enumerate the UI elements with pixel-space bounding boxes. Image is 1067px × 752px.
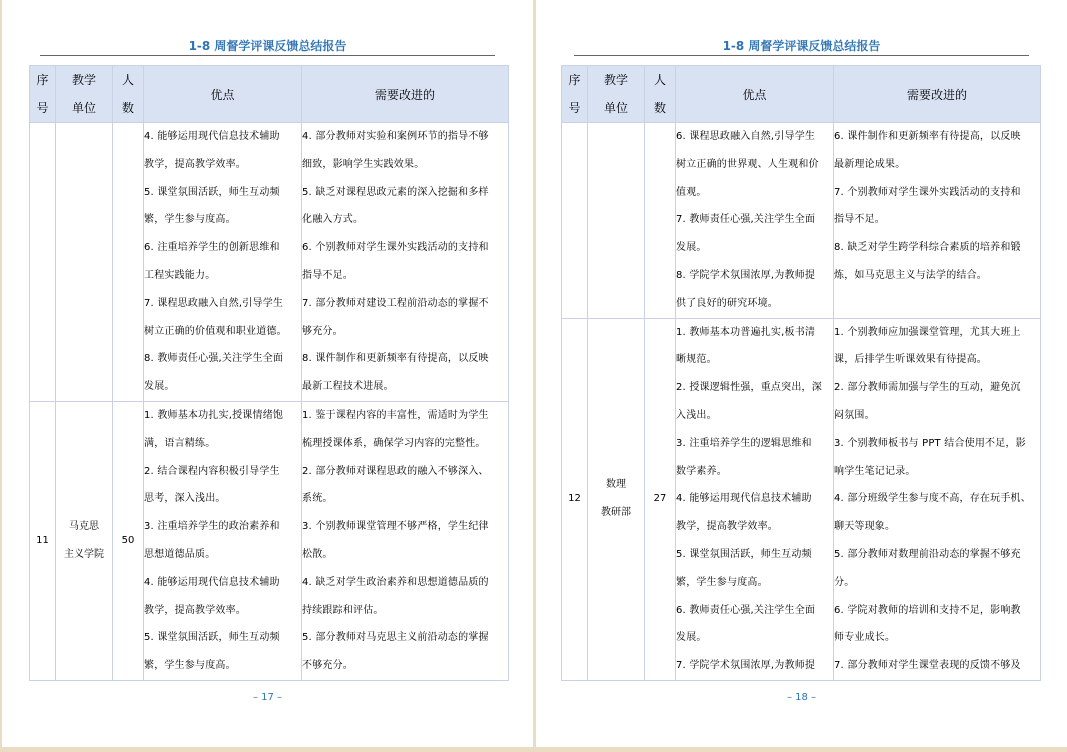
strength-line: 4. 能够运用现代信息技术辅助 bbox=[144, 576, 280, 588]
strength-line: 发展。 bbox=[676, 632, 707, 644]
improvement-line: 3. 个别教师板书与 PPT 结合使用不足，影 bbox=[834, 437, 1026, 449]
strength-line: 5. 课堂氛围活跃，师生互动频 bbox=[676, 548, 812, 560]
improvement-line: 够充分。 bbox=[302, 325, 343, 337]
strength-line: 3. 注重培养学生的逻辑思维和 bbox=[676, 437, 812, 449]
strengths-cell bbox=[144, 401, 302, 680]
improvement-line: 1. 鉴于课程内容的丰富性，需适时为学生 bbox=[302, 409, 489, 421]
improvement-line: 师专业成长。 bbox=[834, 632, 896, 644]
col-header-count: 人 数 bbox=[645, 66, 676, 123]
table-row bbox=[30, 123, 509, 402]
col-header-count: 人 数 bbox=[113, 66, 144, 123]
strength-line: 3. 注重培养学生的政治素养和 bbox=[144, 521, 280, 533]
strength-line: 2. 结合课程内容积极引导学生 bbox=[144, 465, 280, 477]
improvement-line: 最新工程技术进展。 bbox=[302, 381, 394, 393]
seq-cell bbox=[30, 123, 56, 402]
improvement-line: 6. 课件制作和更新频率有待提高，以反映 bbox=[834, 131, 1021, 142]
col-header-strengths: 优点 bbox=[676, 66, 834, 123]
unit-cell: 马克思 主义学院 bbox=[56, 401, 113, 680]
seq-cell: 12 bbox=[562, 318, 588, 680]
improvement-line: 分。 bbox=[834, 576, 855, 588]
unit-cell bbox=[56, 123, 113, 402]
table-row bbox=[30, 401, 509, 680]
page-number: – 18 – bbox=[786, 692, 817, 703]
strength-line: 发展。 bbox=[676, 242, 707, 254]
strength-line: 值观。 bbox=[676, 186, 707, 198]
strength-line: 1. 教师基本功扎实,授课情绪饱 bbox=[144, 409, 284, 421]
strength-line: 晰规范。 bbox=[676, 354, 717, 366]
improvements-cell bbox=[302, 123, 509, 402]
strength-line: 满，语言精练。 bbox=[144, 437, 216, 449]
report-title: 1-8 周督学评课反馈总结报告 bbox=[722, 39, 881, 53]
improvement-line: 指导不足。 bbox=[834, 214, 885, 226]
strength-line: 6. 教师责任心强,关注学生全面 bbox=[676, 604, 816, 616]
improvement-line: 4. 部分班级学生参与度不高，存在玩手机、 bbox=[834, 493, 1031, 505]
strengths-cell bbox=[676, 123, 834, 319]
improvement-line: 2. 部分教师对课程思政的融入不够深入、 bbox=[302, 465, 489, 477]
page-18 bbox=[536, 0, 1067, 747]
strength-line: 工程实践能力。 bbox=[144, 269, 216, 281]
improvement-line: 化融入方式。 bbox=[302, 214, 364, 226]
strength-line: 7. 学院学术氛围浓厚,为教师提 bbox=[676, 660, 816, 672]
strength-line: 繁，学生参与度高。 bbox=[676, 576, 768, 588]
seq-cell bbox=[562, 123, 588, 319]
count-cell bbox=[645, 123, 676, 319]
improvement-line: 最新理论成果。 bbox=[834, 158, 906, 170]
improvement-line: 5. 部分教师对马克思主义前沿动态的掌握 bbox=[302, 632, 489, 644]
improvement-line: 5. 缺乏对课程思政元素的深入挖掘和多样 bbox=[302, 186, 489, 198]
strengths-cell bbox=[676, 318, 834, 680]
improvement-line: 5. 部分教师对数理前沿动态的掌握不够充 bbox=[834, 548, 1021, 560]
strength-line: 教学，提高教学效率。 bbox=[144, 158, 246, 170]
seq-cell: 11 bbox=[30, 401, 56, 680]
strength-line: 5. 课堂氛围活跃，师生互动频 bbox=[144, 186, 280, 198]
improvement-line: 6. 学院对教师的培训和支持不足，影响教 bbox=[834, 604, 1021, 616]
count-cell: 50 bbox=[113, 401, 144, 680]
strength-line: 教学，提高教学效率。 bbox=[676, 521, 778, 533]
improvement-line: 4. 缺乏对学生政治素养和思想道德品质的 bbox=[302, 576, 489, 588]
count-cell: 27 bbox=[645, 318, 676, 680]
strength-line: 入浅出。 bbox=[676, 409, 717, 421]
improvement-line: 8. 课件制作和更新频率有待提高，以反映 bbox=[302, 353, 489, 365]
improvement-line: 指导不足。 bbox=[302, 269, 353, 281]
table-header-row bbox=[562, 66, 1041, 123]
improvement-line: 4. 部分教师对实验和案例环节的指导不够 bbox=[302, 131, 489, 142]
unit-cell: 数理 教研部 bbox=[588, 318, 645, 680]
strength-line: 繁，学生参与度高。 bbox=[144, 214, 236, 226]
report-title: 1-8 周督学评课反馈总结报告 bbox=[188, 39, 347, 53]
strength-line: 4. 能够运用现代信息技术辅助 bbox=[676, 493, 812, 505]
strength-line: 树立正确的价值观和职业道德。 bbox=[144, 325, 287, 337]
table-row bbox=[562, 123, 1041, 319]
strength-line: 2. 授课逻辑性强，重点突出，深 bbox=[676, 382, 822, 394]
strength-line: 教学，提高教学效率。 bbox=[144, 604, 246, 616]
improvement-line: 6. 个别教师对学生课外实践活动的支持和 bbox=[302, 242, 489, 254]
count-cell bbox=[113, 123, 144, 402]
strength-line: 8. 学院学术氛围浓厚,为教师提 bbox=[676, 269, 816, 281]
improvement-line: 松散。 bbox=[302, 548, 333, 560]
improvement-line: 课，后排学生听课效果有待提高。 bbox=[834, 354, 987, 366]
strength-line: 发展。 bbox=[144, 381, 175, 393]
col-header-improvements: 需要改进的 bbox=[302, 66, 509, 123]
col-header-seq: 序 号 bbox=[30, 66, 56, 123]
strength-line: 7. 课程思政融入自然,引导学生 bbox=[144, 297, 284, 309]
improvement-line: 8. 缺乏对学生跨学科综合素质的培养和锻 bbox=[834, 242, 1021, 254]
strength-line: 供了良好的研究环境。 bbox=[676, 297, 778, 309]
strength-line: 数学素养。 bbox=[676, 465, 727, 477]
table-header-row bbox=[30, 66, 509, 123]
improvement-line: 持续跟踪和评估。 bbox=[302, 604, 384, 616]
page-number: – 17 – bbox=[252, 692, 283, 703]
strength-line: 繁，学生参与度高。 bbox=[144, 660, 236, 672]
page-17 bbox=[2, 0, 533, 747]
improvement-line: 7. 部分教师对学生课堂表现的反馈不够及 bbox=[834, 660, 1021, 672]
strength-line: 6. 课程思政融入自然,引导学生 bbox=[676, 131, 816, 142]
strength-line: 树立正确的世界观、人生观和价 bbox=[676, 158, 819, 170]
strength-line: 思考，深入浅出。 bbox=[144, 493, 226, 505]
improvement-line: 7. 个别教师对学生课外实践活动的支持和 bbox=[834, 186, 1021, 198]
col-header-seq: 序 号 bbox=[562, 66, 588, 123]
strength-line: 6. 注重培养学生的创新思维和 bbox=[144, 242, 280, 254]
col-header-unit: 教学 单位 bbox=[56, 66, 113, 123]
col-header-strengths: 优点 bbox=[144, 66, 302, 123]
improvements-cell bbox=[834, 123, 1041, 319]
improvements-cell bbox=[302, 401, 509, 680]
improvement-line: 响学生笔记记录。 bbox=[834, 465, 916, 477]
strength-line: 4. 能够运用现代信息技术辅助 bbox=[144, 131, 280, 142]
table-row bbox=[562, 318, 1041, 680]
feedback-table bbox=[29, 65, 509, 681]
strength-line: 5. 课堂氛围活跃，师生互动频 bbox=[144, 632, 280, 644]
improvement-line: 3. 个别教师课堂管理不够严格，学生纪律 bbox=[302, 521, 489, 533]
improvement-line: 不够充分。 bbox=[302, 660, 353, 672]
improvement-line: 闷氛围。 bbox=[834, 409, 875, 421]
improvement-line: 梳理授课体系，确保学习内容的完整性。 bbox=[302, 437, 486, 449]
improvement-line: 聊天等现象。 bbox=[834, 521, 896, 533]
feedback-table bbox=[561, 65, 1041, 681]
unit-cell bbox=[588, 123, 645, 319]
improvement-line: 2. 部分教师需加强与学生的互动，避免沉 bbox=[834, 382, 1021, 394]
improvement-line: 系统。 bbox=[302, 493, 333, 505]
col-header-unit: 教学 单位 bbox=[588, 66, 645, 123]
improvement-line: 炼，如马克思主义与法学的结合。 bbox=[834, 269, 987, 281]
strength-line: 7. 教师责任心强,关注学生全面 bbox=[676, 214, 816, 226]
col-header-improvements: 需要改进的 bbox=[834, 66, 1041, 123]
strength-line: 1. 教师基本功普遍扎实,板书清 bbox=[676, 326, 816, 338]
strengths-cell bbox=[144, 123, 302, 402]
improvement-line: 1. 个别教师应加强课堂管理，尤其大班上 bbox=[834, 326, 1021, 338]
strength-line: 思想道德品质。 bbox=[144, 548, 216, 560]
strength-line: 8. 教师责任心强,关注学生全面 bbox=[144, 353, 284, 365]
header-rule bbox=[40, 55, 495, 56]
header-rule bbox=[574, 55, 1029, 56]
improvements-cell bbox=[834, 318, 1041, 680]
improvement-line: 7. 部分教师对建设工程前沿动态的掌握不 bbox=[302, 297, 489, 309]
improvement-line: 细致，影响学生实践效果。 bbox=[302, 158, 425, 170]
